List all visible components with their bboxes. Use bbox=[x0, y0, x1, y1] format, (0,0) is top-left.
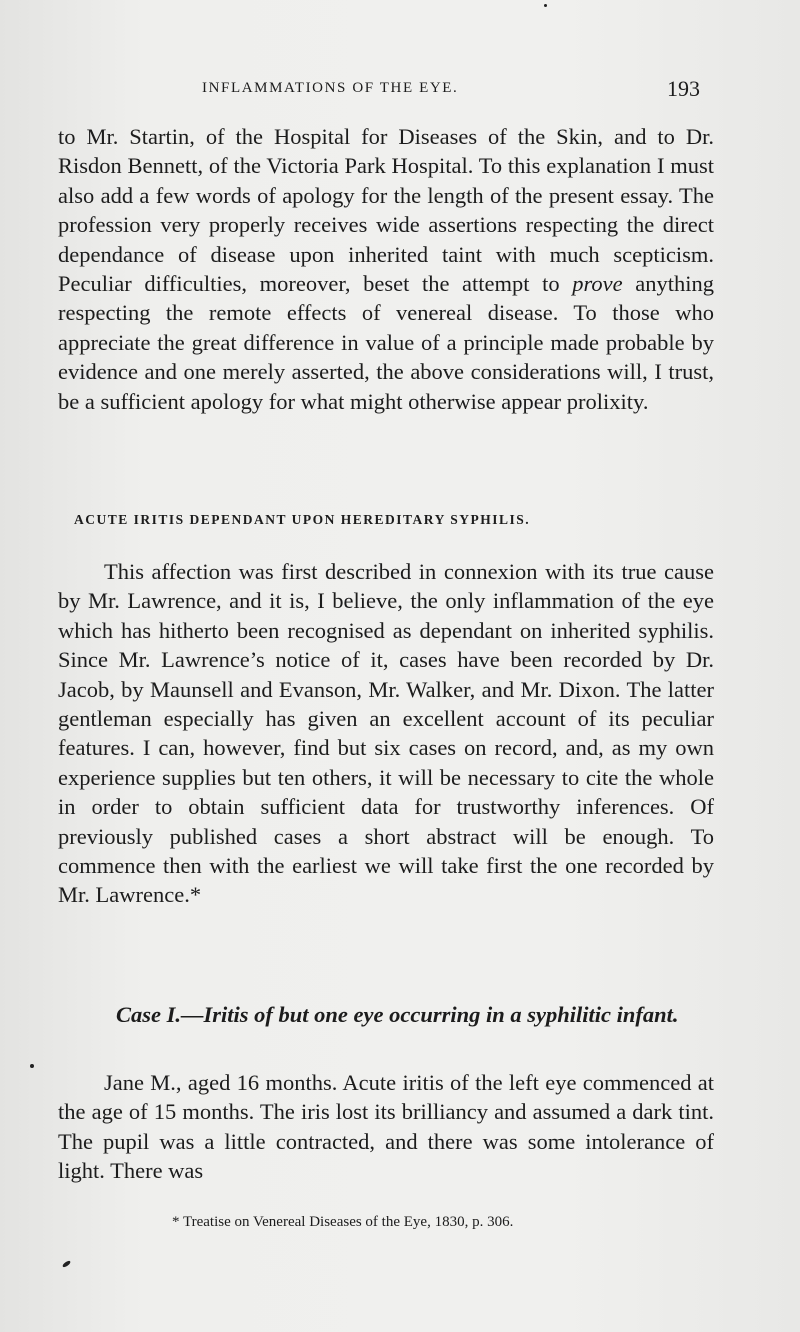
section-heading: ACUTE IRITIS DEPENDANT UPON HEREDITARY SYPHILIS. bbox=[74, 512, 531, 527]
ink-speck-bottom bbox=[62, 1260, 72, 1268]
case-paragraph: Jane M., aged 16 months. Acute iritis of the left eye commenced at the age of 15 months. The iris lost its brilliancy and assumed a dark tint. The pupil was a little contracted, and there was some intolerance of light. There was bbox=[58, 1070, 714, 1184]
intro-paragraph bbox=[58, 122, 714, 416]
intro-text-start: to Mr. Startin, of the Hospital for Diseases of the Skin, and to Dr. Risdon Bennett, of the Victoria Park Hospital. To this explanation I must also add a few words of apology for the length of the present essay. The profession very properly receives wide assertions respecting the direct dependance of disease upon inherited taint with much scepticism. Peculiar difficulties, moreover, beset the attempt to bbox=[58, 124, 714, 297]
intro-emphasis: prove bbox=[572, 271, 623, 297]
case-heading: Case I.—Iritis of but one eye occurring in a syphilitic infant. bbox=[116, 1002, 679, 1027]
ink-speck-top bbox=[544, 4, 547, 7]
intro-text-end: anything respecting the remote effects of venereal disease. To those who appreciate the great difference in value of a principle made probable by evidence and one merely asserted, the above considerations will, I trust, be a sufficient apology for what might otherwise appear prolixity. bbox=[58, 271, 714, 414]
section-paragraph: This affection was first described in connexion with its true cause by Mr. Lawrence, and it is, I believe, the only inflammation of the eye which has hitherto been recognised as dependant on inherited syphilis. Since Mr. Lawrence’s notice of it, cases have been recorded by Dr. Jacob, by Maunsell and Evanson, Mr. Walker, and Mr. Dixon. The latter gentleman especially has given an excellent account of its peculiar features. I can, however, find but six cases on record, and, as my own experience supplies but ten others, it will be necessary to cite the whole in order to obtain sufficient data for trustworthy inferences. Of previously published cases a short abstract will be enough. To commence then with the earliest we will take first the one recorded by Mr. Lawrence.* bbox=[58, 559, 714, 908]
running-header bbox=[60, 76, 700, 106]
page-number: 193 bbox=[667, 76, 700, 101]
footnote: * Treatise on Venereal Diseases of the Eye, 1830, p. 306. bbox=[172, 1214, 514, 1230]
ink-speck-margin bbox=[30, 1064, 34, 1068]
running-title: INFLAMMATIONS OF THE EYE. bbox=[202, 80, 459, 96]
